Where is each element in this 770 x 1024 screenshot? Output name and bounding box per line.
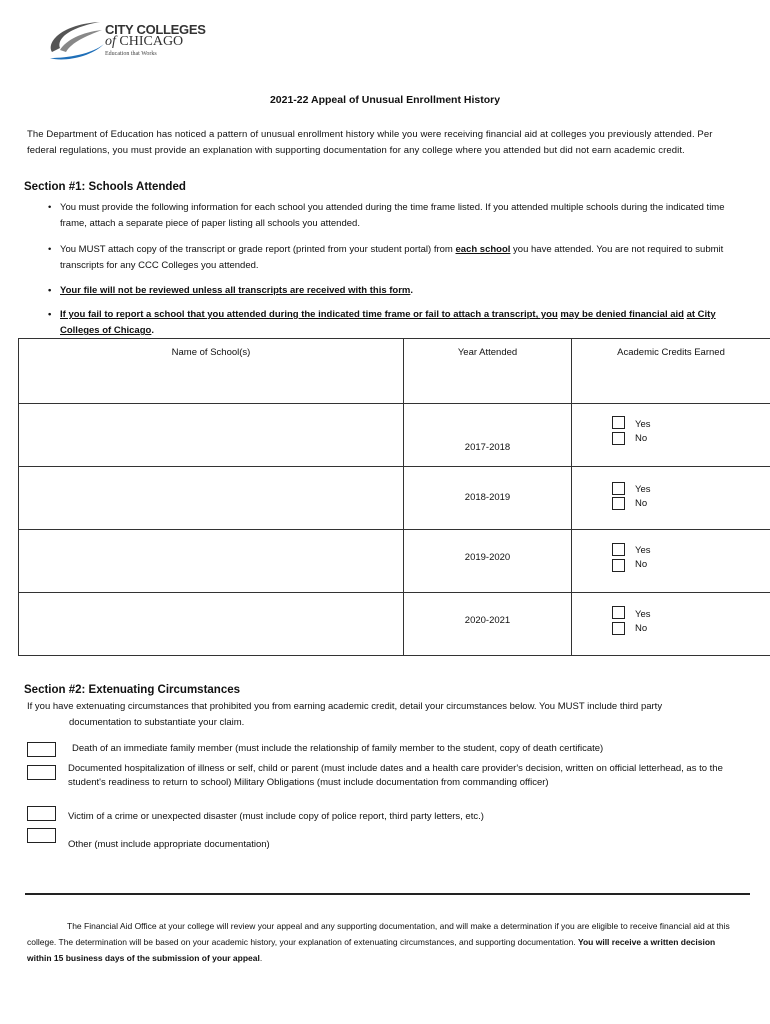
death-checkbox[interactable] [27, 742, 56, 757]
intro-paragraph: The Department of Education has noticed a pattern of unusual enrollment history while you were receiving financial aid at colleges you previously attended. Per federal regulations, you must provide an explanation with supporting documentation for any college where you attended but did not earn academic credit. [27, 129, 713, 156]
credits-no-label: No [635, 433, 648, 444]
credits-cell [572, 467, 770, 530]
credits-no-label: No [635, 498, 648, 509]
credits-yes-checkbox[interactable] [612, 416, 625, 429]
table-row [19, 467, 770, 530]
crime-checkbox[interactable] [27, 806, 56, 821]
year-label: 2018-2019 [464, 492, 511, 503]
col-header-credits: Academic Credits Earned [572, 339, 770, 404]
school-name-input[interactable] [19, 404, 404, 467]
divider [25, 893, 750, 895]
credits-cell [572, 404, 770, 467]
section1-bullet-4: • If you fail to report a school that you attended during the indicated time frame or fail to attach a transcript, you may be denied financial aid at City Colleges of Chicago. [48, 309, 716, 336]
section2-description: If you have extenuating circumstances that prohibited you from earning academic credit, detail your circumstances below. You MUST include third party documentation to substantiate your claim. [27, 701, 663, 728]
col-header-school: Name of School(s) [19, 339, 404, 404]
form-title: 2021-22 Appeal of Unusual Enrollment History [269, 94, 501, 106]
col-header-year: Year Attended [404, 339, 572, 404]
credits-no-label: No [635, 623, 648, 634]
year-label: 2020-2021 [464, 615, 511, 626]
credits-no-checkbox[interactable] [612, 432, 625, 445]
hospitalization-checkbox[interactable] [27, 765, 56, 780]
section1-bullet-2: • You MUST attach copy of the transcript or grade report (printed from your student portal) from each school you have attended. You are not required to submit transcripts for any CCC Colleges you attended. [48, 244, 724, 271]
credits-cell [572, 593, 770, 656]
credits-no-checkbox[interactable] [612, 559, 625, 572]
year-cell [404, 530, 572, 593]
table-row [19, 404, 770, 467]
credits-no-label: No [635, 559, 648, 570]
option-hospitalization-label: Documented hospitalization of illness or self, child or parent (must include dates and a health care provider's decision, written on official letterhead, as to the student's readiness to return to school) Military Obligations (must include documentation from commanding officer) [68, 763, 723, 788]
table-row [19, 593, 770, 656]
school-name-input[interactable] [19, 467, 404, 530]
credits-yes-label: Yes [635, 484, 651, 495]
credits-no-checkbox[interactable] [612, 497, 625, 510]
other-checkbox[interactable] [27, 828, 56, 843]
option-crime-label: Victim of a crime or unexpected disaster (must include copy of police report, third party letters, etc.) [68, 811, 484, 822]
credits-yes-checkbox[interactable] [612, 482, 625, 495]
year-label: 2017-2018 [464, 442, 511, 453]
credits-yes-label: Yes [635, 545, 651, 556]
credits-yes-checkbox[interactable] [612, 543, 625, 556]
credits-yes-label: Yes [635, 419, 651, 430]
year-cell [404, 593, 572, 656]
option-other-label: Other (must include appropriate documentation) [68, 839, 270, 850]
school-name-input[interactable] [19, 530, 404, 593]
option-death-label: Death of an immediate family member (must include the relationship of family member to the student, copy of death certificate) [72, 743, 604, 754]
table-row [19, 530, 770, 593]
school-name-input[interactable] [19, 593, 404, 656]
logo-name-top: CITY COLLEGES [105, 22, 206, 37]
credits-yes-checkbox[interactable] [612, 606, 625, 619]
footer-note: The Financial Aid Office at your college will review your appeal and any supporting documentation, and will make a determination if you are eligible to receive financial aid at this college. The determination will be based on your academic history, your explanation of extenuating circumstances, and supporting documentation. You will receive a written decision within 15 business days of the submission of your appeal. [27, 921, 730, 963]
year-label: 2019-2020 [464, 552, 511, 563]
logo-tagline: Education that Works [105, 51, 157, 57]
credits-yes-label: Yes [635, 609, 651, 620]
section1-bullet-3: • Your file will not be reviewed unless all transcripts are received with this form. [48, 285, 414, 296]
section1-bullet-1: • You must provide the following information for each school you attended during the time frame listed. If you attended multiple schools during the indicated time frame, attach a separate piece of paper listing all schools you attended. [48, 202, 725, 229]
schools-attended-table [18, 338, 770, 656]
credits-cell [572, 530, 770, 593]
section1-heading: Section #1: Schools Attended [24, 181, 186, 193]
logo-name-bottom: of CHICAGO [105, 34, 184, 49]
year-cell [404, 467, 572, 530]
section2-heading: Section #2: Extenuating Circumstances [24, 684, 241, 696]
table-header-row [19, 339, 770, 404]
year-cell [404, 404, 572, 467]
credits-no-checkbox[interactable] [612, 622, 625, 635]
